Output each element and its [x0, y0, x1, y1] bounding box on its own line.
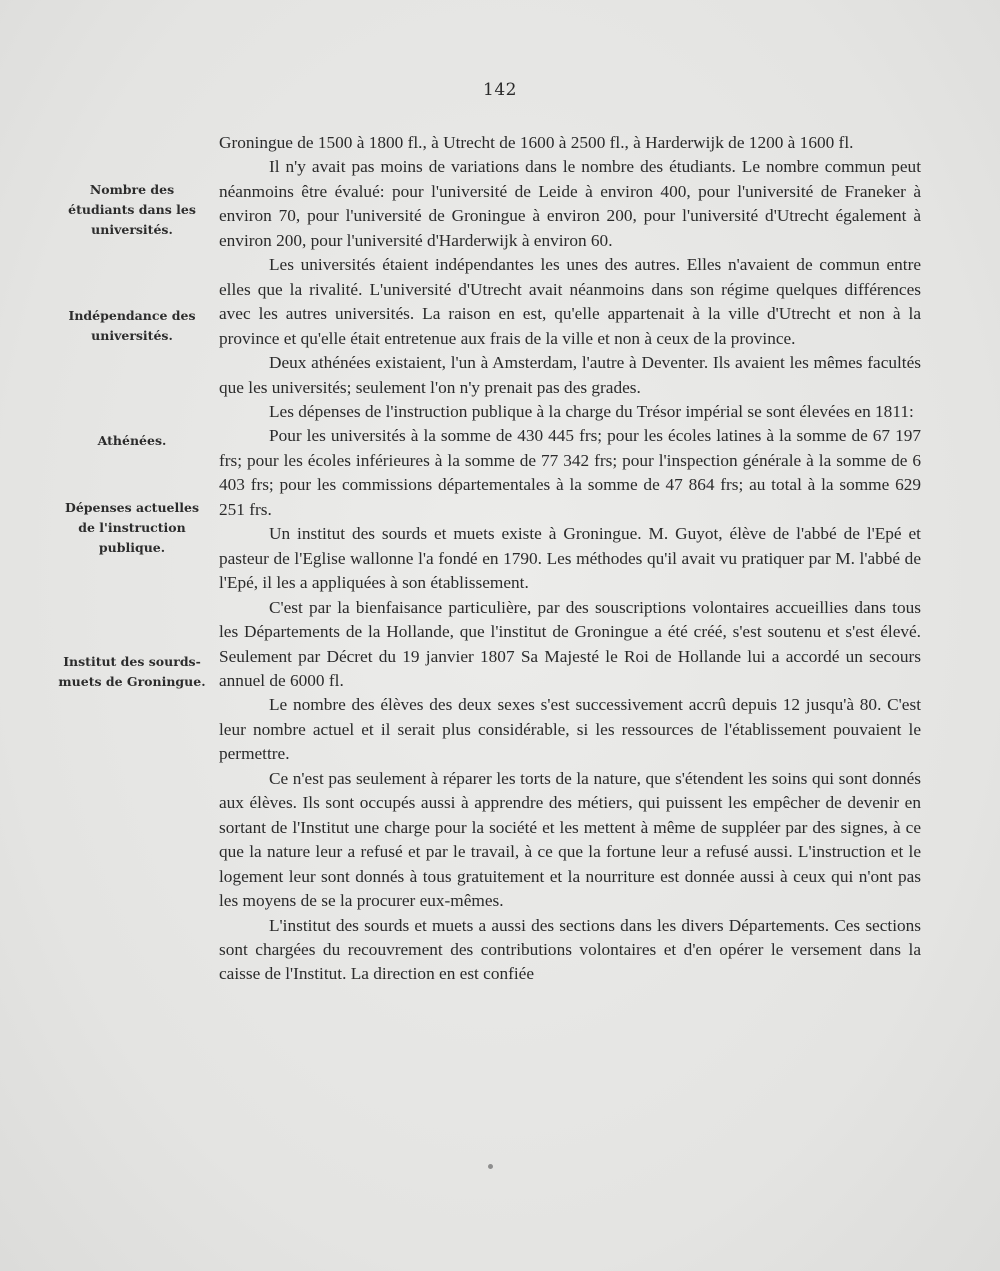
paragraph-sommes: Pour les universités à la somme de 430 445 frs; pour les écoles latines à la somme de 67 197 frs; pour les écoles inférieures à la somme de 77 342 frs; pour l'inspection générale à la somme de 6 403 frs; pour les commissions départementales à la somme de 47 864 frs; au total à la somme 629 251 frs. [219, 426, 921, 519]
body-text [219, 131, 921, 987]
page-number: 142 [483, 80, 517, 100]
paragraph-eleves: Le nombre des élèves des deux sexes s'est successivement accrû depuis 12 jusqu'à 80. C'est leur nombre actuel et il serait plus considérable, si les ressources de l'établissement pouvaient le permettre. [219, 695, 921, 764]
paragraph-depenses: Les dépenses de l'instruction publique à la charge du Trésor impérial se sont élevées en 1811: [269, 401, 914, 421]
paragraph-athenees: Deux athénées existaient, l'un à Amsterdam, l'autre à Deventer. Ils avaient les mêmes facultés que les universités; seulement l'on n'y prenait pas des grades. [219, 353, 921, 397]
paragraph-sections: L'institut des sourds et muets a aussi des sections dans les divers Départements. Ces sections sont chargées du recouvrement des contributions volontaires et d'en opérer le versement dans la caisse de l'Institut. La direction en est confiée [219, 915, 921, 984]
margin-note-nombre-etudiants: Nombre des étudiants dans les universités. [68, 182, 196, 237]
paragraph-independance: Les universités étaient indépendantes les unes des autres. Elles n'avaient de commun entre elles que la rivalité. L'université d'Utrecht avait néanmoins dans son régime quelques différences avec les autres universités. La raison en est, qu'elle appartenait à la ville d'Utrecht et non à la province et qu'elle était entretenue aux frais de la ville et non à ceux de la province. [219, 255, 921, 348]
margin-note-institut: Institut des sourds-muets de Groningue. [58, 654, 206, 689]
margin-note-depenses: Dépenses actuelles de l'instruction publique. [65, 500, 199, 555]
margin-note-athenees: Athénées. [97, 433, 167, 448]
paragraph-continuation: Groningue de 1500 à 1800 fl., à Utrecht de 1600 à 2500 fl., à Harderwijk de 1200 à 1600 fl. [219, 133, 854, 152]
paragraph-soins: Ce n'est pas seulement à réparer les torts de la nature, que s'étendent les soins qui sont donnés aux élèves. Ils sont occupés aussi à apprendre des métiers, qui puissent les empêcher de devenir en sortant de l'Institut une charge pour la société et les mettent à même de suppléer par des signes, à ce que la nature leur a refusé et par le travail, à ce que la fortune leur a refusé aussi. L'instruction et le logement leur sont donnés à tous gratuitement et la nourriture est donnée aussi à ceux qui n'ont pas les moyens de se la procurer eux-mêmes. [219, 768, 921, 911]
margin-note-independance: Indépendance des universités. [68, 308, 196, 343]
paragraph-institut: Un institut des sourds et muets existe à Groningue. M. Guyot, élève de l'abbé de l'Epé et pasteur de l'Eglise wallonne l'a fondé en 1790. Les méthodes qu'il avait vu pratiquer par M. l'abbé de l'Epé, il les a appliquées à son établissement. [219, 524, 921, 593]
ink-blot [488, 1164, 493, 1169]
paragraph-etudiants: Il n'y avait pas moins de variations dans le nombre des étudiants. Le nombre commun peut néanmoins être évalué: pour l'université de Leide à environ 400, pour l'université de Franeker à environ 70, pour l'université de Groningue à environ 200, pour l'université d'Utrecht également à environ 200, pour l'université d'Harderwijk à environ 60. [219, 157, 921, 250]
paragraph-bienfaisance: C'est par la bienfaisance particulière, par des souscriptions volontaires accueillies dans tous les Départements de la Hollande, que l'institut de Groningue a été créé, s'est soutenu et s'est élevé. Seulement par Décret du 19 janvier 1807 Sa Majesté le Roi de Hollande lui a accordé un secours annuel de 6000 fl. [219, 597, 921, 690]
